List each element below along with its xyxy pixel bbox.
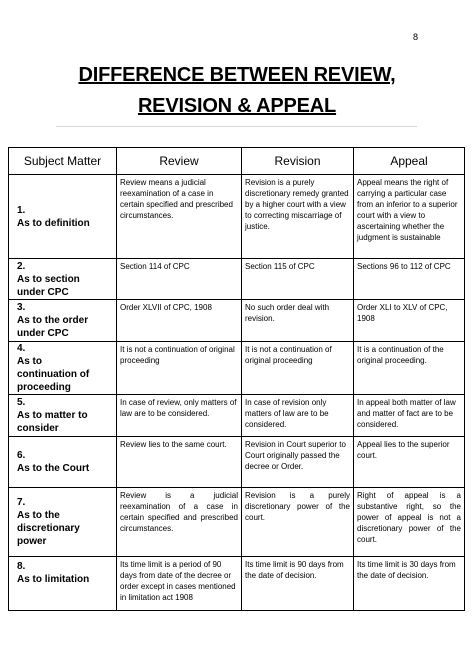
appeal-cell: Appeal lies to the superior court.	[354, 437, 465, 488]
subject-cell	[9, 300, 117, 342]
appeal-cell: Right of appeal is a substantive right, so the power of appeal is not a discretionary power of the court.	[354, 488, 465, 557]
revision-cell: Revision in Court superior to Court originally passed the decree or Order.	[242, 437, 354, 488]
revision-cell: Revision is a purely discretionary power of the court.	[242, 488, 354, 557]
header-appeal: Appeal	[354, 148, 465, 175]
title-line-1: DIFFERENCE BETWEEN REVIEW,	[78, 64, 396, 86]
row-number: 2.	[17, 260, 26, 272]
title-divider	[56, 126, 417, 127]
table-row	[9, 437, 465, 488]
row-number: 7.	[17, 497, 26, 508]
revision-cell: Revision is a purely discretionary remedy granted by a higher court with a view to correcting miscarriage of justice.	[242, 175, 354, 259]
subject-cell	[9, 342, 117, 395]
subject-label: As to definition	[17, 217, 90, 229]
table-row	[9, 259, 465, 300]
subject-label: As to the discretionary power	[17, 510, 80, 547]
review-cell: Its time limit is a period of 90 days from date of the decree or order except in cases mentioned in limitation act 1908	[117, 557, 242, 611]
revision-cell: Its time limit is 90 days from the date of decision.	[242, 557, 354, 611]
row-number: 8.	[17, 561, 26, 572]
review-cell: It is not a continuation of original proceeding	[117, 342, 242, 395]
table-header-row	[9, 148, 465, 175]
table-row	[9, 175, 465, 259]
subject-cell	[9, 488, 117, 557]
header-review: Review	[117, 148, 242, 175]
subject-cell	[9, 557, 117, 611]
subject-cell	[9, 175, 117, 259]
page-title	[0, 60, 474, 122]
subject-cell	[9, 259, 117, 300]
row-number: 6.	[17, 450, 26, 461]
table-row	[9, 395, 465, 437]
appeal-cell: Its time limit is 30 days from the date of decision.	[354, 557, 465, 611]
revision-cell: In case of revision only matters of law are to be considered.	[242, 395, 354, 437]
subject-label: As to continuation of proceeding	[17, 356, 90, 393]
row-number: 5.	[17, 397, 26, 408]
header-revision: Revision	[242, 148, 354, 175]
appeal-cell: Sections 96 to 112 of CPC	[354, 259, 465, 300]
page-number: 8	[412, 32, 418, 42]
appeal-cell: In appeal both matter of law and matter of fact are to be considered.	[354, 395, 465, 437]
row-number: 1.	[17, 204, 26, 216]
review-cell: Order XLVII of CPC, 1908	[117, 300, 242, 342]
subject-cell	[9, 395, 117, 437]
review-cell: Review means a judicial reexamination of a case in certain specified and prescribed circumstances.	[117, 175, 242, 259]
review-cell: Review is a judicial reexamination of a case in certain specified and prescribed circumstances.	[117, 488, 242, 557]
subject-label: As to section under CPC	[17, 273, 80, 298]
subject-label: As to the order under CPC	[17, 315, 89, 339]
revision-cell: Section 115 of CPC	[242, 259, 354, 300]
appeal-cell: Order XLI to XLV of CPC, 1908	[354, 300, 465, 342]
table-row	[9, 557, 465, 611]
review-cell: In case of review, only matters of law are to be considered.	[117, 395, 242, 437]
revision-cell: No such order deal with revision.	[242, 300, 354, 342]
appeal-cell: It is a continuation of the original proceeding.	[354, 342, 465, 395]
table-row	[9, 300, 465, 342]
title-line-2: REVISION & APPEAL	[137, 95, 337, 117]
row-number: 4.	[17, 343, 26, 354]
review-cell: Review lies to the same court.	[117, 437, 242, 488]
subject-label: As to limitation	[17, 574, 90, 585]
review-cell: Section 114 of CPC	[117, 259, 242, 300]
table-row	[9, 342, 465, 395]
subject-label: As to matter to consider	[17, 410, 88, 434]
header-subject-matter: Subject Matter	[9, 148, 117, 175]
subject-label: As to the Court	[17, 463, 90, 474]
subject-cell	[9, 437, 117, 488]
revision-cell: It is not a continuation of original proceeding	[242, 342, 354, 395]
row-number: 3.	[17, 302, 26, 313]
comparison-table	[8, 147, 465, 611]
table-row	[9, 488, 465, 557]
appeal-cell: Appeal means the right of carrying a particular case from an inferior to a superior court with a view to ascertaining whether the judgment is sustainable	[354, 175, 465, 259]
